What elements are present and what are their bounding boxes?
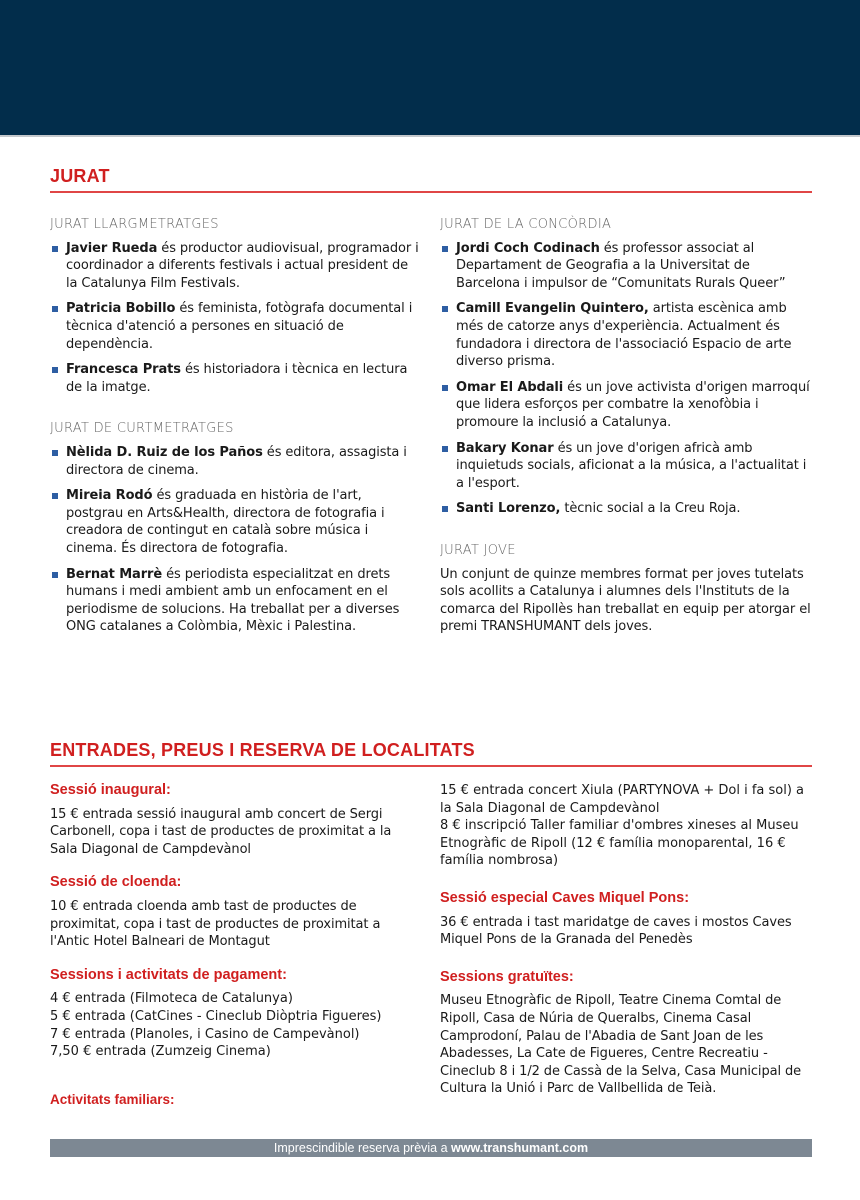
list-item xyxy=(50,240,422,293)
price-text-gratuites: Museu Etnogràfic de Ripoll, Teatre Cinema Comtal de Ripoll, Casa de Núria de Queralbs, Cinema Casal Camprodoní, Palau de l'Abadia de Sant Joan de les Abadesses, La Cate de Figueres, Centre Recreatiu - Cineclub 8 i 1/2 de Cassà de la Selva, Casa Municipal de Cultura la Unió i Parc de Vallbellida de Teià. xyxy=(440,993,802,1097)
list-item xyxy=(50,361,422,396)
price-heading-pagament: Sessions i activitats de pagament: xyxy=(50,966,287,983)
price-line: 15 € entrada concert Xiula (PARTYNOVA + Dol i fa sol) a la Sala Diagonal de Campdevànol xyxy=(440,783,805,816)
member-name: Mireia Rodó xyxy=(66,488,153,504)
price-block-gratuites xyxy=(440,969,812,1098)
member-name: Patricia Bobillo xyxy=(66,301,176,317)
jurat-left-column xyxy=(50,216,422,664)
member-desc: és historiadora i tècnica en lectura de la imatge. xyxy=(66,362,408,395)
square-bullet-icon xyxy=(52,306,58,312)
price-block-caves xyxy=(440,890,812,949)
member-name: Bakary Konar xyxy=(456,440,554,456)
price-text-inaugural: 15 € entrada sessió inaugural amb concert de Sergi Carbonell, copa i tast de productes de proximitat a la Sala Diagonal de Campdevànol xyxy=(50,806,392,857)
member-desc: artista escènica amb més de catorze anys d'experiència. Actualment és fundadora i directora de l'associació Espacio de arte diverso prisma. xyxy=(456,301,792,370)
price-block-familiars-cont xyxy=(440,782,812,870)
list-item xyxy=(440,300,812,370)
jurat-concordia xyxy=(440,216,812,518)
square-bullet-icon xyxy=(442,246,448,252)
price-heading-gratuites: Sessions gratuïtes: xyxy=(440,968,574,985)
jurat-llargmetratges xyxy=(50,216,422,396)
subheading-llargmetratges: JURAT LLARGMETRATGES xyxy=(50,217,219,232)
price-line: 5 € entrada (CatCines - Cineclub Diòptria Figueres) xyxy=(50,1008,382,1024)
list-item xyxy=(50,487,422,557)
price-text-caves: 36 € entrada i tast maridatge de caves i mostos Caves Miquel Pons de la Granada del Penedès xyxy=(440,914,792,948)
subheading-jove: JURAT JOVE xyxy=(440,542,516,558)
list-item xyxy=(440,379,812,432)
price-line: 8 € inscripció Taller familiar d'ombres xineses al Museu Etnogràfic de Ripoll (12 € família monoparental, 16 € família nombrosa) xyxy=(440,818,799,869)
jurat-jove xyxy=(440,542,812,636)
member-name: Nèlida D. Ruiz de los Paños xyxy=(66,444,263,460)
entrades-right-column xyxy=(440,782,812,1114)
reservation-footer-bar xyxy=(50,1139,812,1157)
website-link[interactable]: www.transhumant.com xyxy=(451,1141,589,1155)
price-heading-familiars: Activitats familiars: xyxy=(50,1091,175,1107)
square-bullet-icon xyxy=(442,306,448,312)
list-item xyxy=(50,300,422,353)
jurat-right-column xyxy=(440,216,812,664)
member-name: Camill Evangelin Quintero, xyxy=(456,301,649,317)
square-bullet-icon xyxy=(442,446,448,452)
member-desc: tècnic social a la Creu Roja. xyxy=(560,501,741,517)
price-heading-inaugural: Sessió inaugural: xyxy=(50,782,171,798)
member-desc: és editora, assagista i directora de cinema. xyxy=(66,444,407,478)
price-heading-caves: Sessió especial Caves Miquel Pons: xyxy=(440,889,690,906)
jury-list-concordia xyxy=(440,240,812,518)
price-text-cloenda: 10 € entrada cloenda amb tast de productes de proximitat, copa i tast de productes de proximitat a l'Antic Hotel Balneari de Montagut xyxy=(50,898,381,950)
jurat-jove-text: Un conjunt de quinze membres format per joves tutelats sols acollits a Catalunya i alumnes dels l'Instituts de la comarca del Ripollès han treballat en equip per atorgar el premi TRANSHUMANT dels joves. xyxy=(440,566,811,635)
square-bullet-icon xyxy=(52,367,58,373)
price-line: 7 € entrada (Planoles, i Casino de Campevànol) xyxy=(50,1026,360,1042)
square-bullet-icon xyxy=(52,493,58,499)
square-bullet-icon xyxy=(52,572,58,578)
square-bullet-icon xyxy=(442,385,448,391)
list-item xyxy=(440,240,812,293)
list-item xyxy=(440,500,812,518)
member-name: Santi Lorenzo, xyxy=(456,501,561,517)
square-bullet-icon xyxy=(52,450,58,456)
entrades-left-column xyxy=(50,782,422,1124)
subheading-concordia: JURAT DE LA CONCÒRDIA xyxy=(440,217,612,232)
list-item xyxy=(440,440,812,493)
jury-list-llargmetratges xyxy=(50,240,422,397)
member-desc: és graduada en història de l'art, postgrau en Arts&Health, directora de fotografia i creadora de contingut en català sobre música i cinema. És directora de fotografia. xyxy=(66,488,385,556)
square-bullet-icon xyxy=(442,506,448,512)
top-banner xyxy=(0,0,860,137)
jury-list-curtmetratges xyxy=(50,444,422,636)
price-block-pagament xyxy=(50,967,422,1061)
price-block-cloenda xyxy=(50,874,422,950)
price-block-familiars xyxy=(50,1091,422,1109)
price-heading-cloenda: Sessió de cloenda: xyxy=(50,874,182,891)
price-line: 4 € entrada (Filmoteca de Catalunya) xyxy=(50,991,293,1007)
member-desc: és feminista, fotògrafa documental i tècnica d'atenció a persones en situació de dependència. xyxy=(66,301,413,352)
subheading-curtmetratges: JURAT DE CURTMETRATGES xyxy=(50,421,234,437)
member-desc: és periodista especialitzat en drets humans i medi ambient amb un enfocament en el periodisme de solucions. Ha treballat per a diverses ONG catalanes a Colòmbia, Mèxic i Palestina. xyxy=(66,566,400,635)
member-desc: és professor associat al Departament de Geografia a la Universitat de Barcelona i impulsor de “Comunitats Rurals Queer” xyxy=(456,240,786,291)
member-name: Jordi Coch Codinach xyxy=(456,240,600,256)
member-name: Bernat Marrè xyxy=(66,566,163,582)
member-name: Omar El Abdali xyxy=(456,379,564,395)
member-desc: és un jove activista d'origen marroquí que lidera esforços per combatre la xenofòbia i promoure la inclusió a Catalunya. xyxy=(456,379,810,430)
section-title-jurat: JURAT xyxy=(50,166,812,193)
member-name: Javier Rueda xyxy=(66,240,158,256)
price-block-inaugural xyxy=(50,782,422,858)
member-desc: és productor audiovisual, programador i coordinador a diferents festivals i actual president de la Catalunya Film Festivals. xyxy=(66,240,419,291)
list-item xyxy=(50,444,422,479)
member-desc: és un jove d'origen africà amb inquietuds socials, aficionat a la música, a l'actualitat i a l'esport. xyxy=(456,440,807,491)
jurat-curtmetratges xyxy=(50,420,422,636)
member-name: Francesca Prats xyxy=(66,362,181,378)
list-item xyxy=(50,566,422,636)
section-title-entrades: ENTRADES, PREUS I RESERVA DE LOCALITATS xyxy=(50,740,812,767)
price-line: 7,50 € entrada (Zumzeig Cinema) xyxy=(50,1044,271,1060)
footer-text: Imprescindible reserva prèvia a xyxy=(273,1141,452,1155)
square-bullet-icon xyxy=(52,246,58,252)
